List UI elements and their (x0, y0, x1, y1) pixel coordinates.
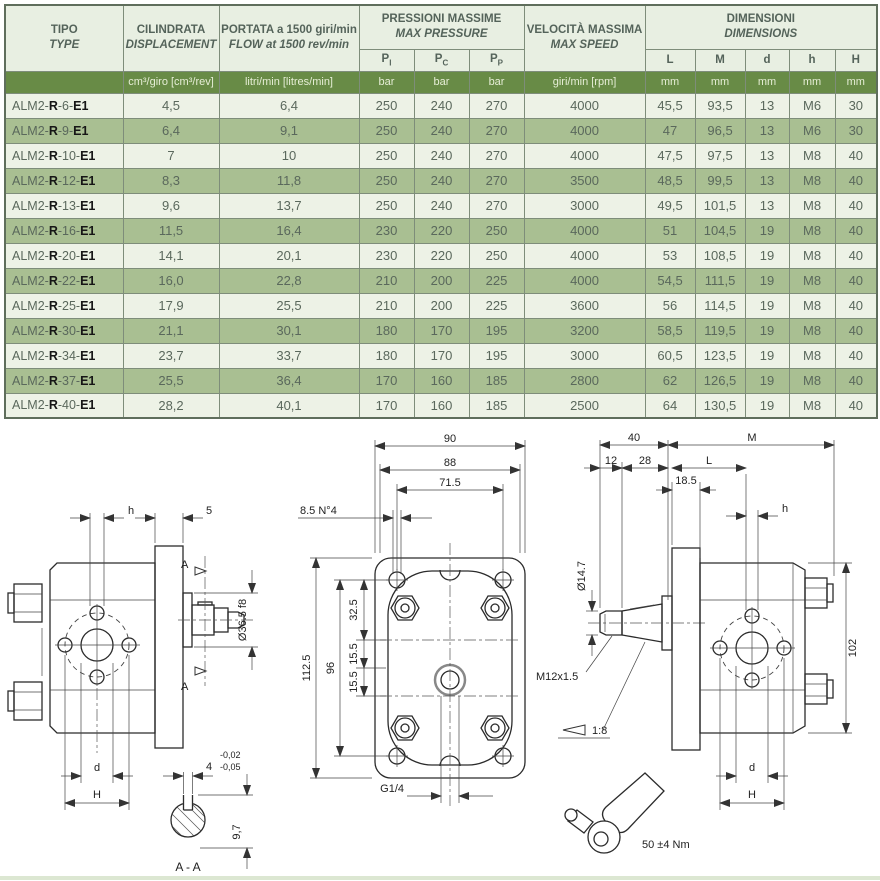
technical-drawings (0, 418, 880, 876)
cell-pp: 185 (469, 393, 524, 418)
cell-flow: 9,1 (219, 118, 359, 143)
dim-label-12: 12 (604, 455, 618, 467)
cell-d: 19 (745, 343, 789, 368)
cell-displacement: 17,9 (123, 293, 219, 318)
cell-H: 40 (835, 143, 877, 168)
cell-pc: 200 (414, 268, 469, 293)
cell-pc: 240 (414, 143, 469, 168)
unit-mm-5: mm (835, 71, 877, 93)
dim-label-g14: G1/4 (380, 783, 404, 795)
cell-L: 62 (645, 368, 695, 393)
cell-h: M8 (789, 343, 835, 368)
dim-label-88: 88 (443, 457, 457, 469)
dim-label-h-left: h (128, 505, 135, 517)
cell-flow: 40,1 (219, 393, 359, 418)
cell-M: 99,5 (695, 168, 745, 193)
cell-displacement: 23,7 (123, 343, 219, 368)
cell-displacement: 25,5 (123, 368, 219, 393)
cell-pp: 270 (469, 118, 524, 143)
cell-p1: 170 (359, 368, 414, 393)
dim-label-H-right: H (748, 789, 756, 801)
cell-M: 126,5 (695, 368, 745, 393)
spec-table-body (5, 93, 877, 418)
cell-flow: 36,4 (219, 368, 359, 393)
cell-speed: 4000 (524, 143, 645, 168)
dim-label-holes: 8.5 N°4 (300, 505, 337, 517)
col-H: H (835, 49, 877, 71)
cell-pp: 250 (469, 218, 524, 243)
cell-d: 13 (745, 193, 789, 218)
dim-label-96: 96 (325, 661, 337, 675)
cell-pc: 240 (414, 168, 469, 193)
wrench-detail (565, 773, 690, 853)
cell-pp: 195 (469, 318, 524, 343)
dim-label-18-5: 18.5 (675, 475, 697, 487)
units-row (5, 71, 877, 93)
cell-pc: 200 (414, 293, 469, 318)
cell-H: 40 (835, 343, 877, 368)
section-label-a-bottom: A (181, 681, 189, 693)
table-row (5, 118, 877, 143)
model-cell: ALM2-R-34-E1 (5, 343, 123, 368)
dim-label-15-5-a: 15.5 (348, 643, 360, 665)
cell-pp: 225 (469, 268, 524, 293)
cell-flow: 22,8 (219, 268, 359, 293)
model-cell: ALM2-R-10-E1 (5, 143, 123, 168)
cell-speed: 4000 (524, 218, 645, 243)
col-header-dimensions: DIMENSIONI DIMENSIONS (645, 5, 877, 49)
table-row (5, 143, 877, 168)
cell-h: M8 (789, 318, 835, 343)
cell-h: M8 (789, 293, 835, 318)
dim-label-102: 102 (847, 638, 859, 658)
dim-label-d-right: d (748, 762, 756, 774)
cell-M: 123,5 (695, 343, 745, 368)
cell-p1: 230 (359, 218, 414, 243)
cell-H: 40 (835, 293, 877, 318)
spec-table-section (4, 4, 876, 419)
table-row (5, 168, 877, 193)
dim-label-112-5: 112.5 (301, 654, 313, 682)
cell-H: 40 (835, 218, 877, 243)
unit-mm-2: mm (695, 71, 745, 93)
col-header-flow: PORTATA a 1500 giri/min FLOW at 1500 rev/min (219, 5, 359, 71)
table-row (5, 218, 877, 243)
unit-mm-3: mm (745, 71, 789, 93)
table-row (5, 243, 877, 268)
cell-speed: 3600 (524, 293, 645, 318)
model-cell: ALM2-R-12-E1 (5, 168, 123, 193)
cell-p1: 170 (359, 393, 414, 418)
col-M: M (695, 49, 745, 71)
col-p1: $P_I$ (359, 49, 414, 71)
cell-flow: 13,7 (219, 193, 359, 218)
model-cell: ALM2-R-16-E1 (5, 218, 123, 243)
col-L: L (645, 49, 695, 71)
cell-p1: 210 (359, 293, 414, 318)
cell-M: 130,5 (695, 393, 745, 418)
cell-M: 104,5 (695, 218, 745, 243)
cell-d: 13 (745, 143, 789, 168)
cell-L: 47 (645, 118, 695, 143)
cell-p1: 250 (359, 143, 414, 168)
cell-p1: 250 (359, 168, 414, 193)
cell-speed: 4000 (524, 93, 645, 118)
cell-pc: 160 (414, 393, 469, 418)
cell-flow: 33,7 (219, 343, 359, 368)
model-cell: ALM2-R-20-E1 (5, 243, 123, 268)
dim-label-shaft-dia-left: Ø36.5 f8 (237, 598, 249, 642)
wrench-eye-icon (588, 821, 620, 853)
cell-d: 19 (745, 368, 789, 393)
dim-label-M: M (747, 432, 757, 444)
table-row (5, 343, 877, 368)
cell-p1: 180 (359, 318, 414, 343)
cell-L: 54,5 (645, 268, 695, 293)
model-cell: ALM2-R-9-E1 (5, 118, 123, 143)
cell-d: 19 (745, 268, 789, 293)
cell-pc: 220 (414, 218, 469, 243)
cell-speed: 4000 (524, 243, 645, 268)
unit-bar-2: bar (414, 71, 469, 93)
col-pp: $P_P$ (469, 49, 524, 71)
section-aa-title: A - A (175, 860, 201, 874)
cell-M: 119,5 (695, 318, 745, 343)
dim-label-90: 90 (443, 433, 457, 445)
cell-H: 40 (835, 368, 877, 393)
model-cell: ALM2-R-22-E1 (5, 268, 123, 293)
dim-label-taper: 1:8 (592, 725, 608, 737)
col-d: d (745, 49, 789, 71)
cell-pp: 270 (469, 143, 524, 168)
cell-M: 111,5 (695, 268, 745, 293)
model-cell: ALM2-R-30-E1 (5, 318, 123, 343)
cell-speed: 2800 (524, 368, 645, 393)
cell-flow: 6,4 (219, 93, 359, 118)
dim-label-71-5: 71.5 (439, 477, 461, 489)
cell-H: 40 (835, 243, 877, 268)
cell-p1: 180 (359, 343, 414, 368)
cell-L: 53 (645, 243, 695, 268)
col-header-displacement: CILINDRATA DISPLACEMENT (123, 5, 219, 71)
cell-flow: 10 (219, 143, 359, 168)
unit-mm-1: mm (645, 71, 695, 93)
cell-displacement: 28,2 (123, 393, 219, 418)
cell-pc: 240 (414, 118, 469, 143)
cell-h: M8 (789, 218, 835, 243)
cell-H: 40 (835, 268, 877, 293)
cell-displacement: 6,4 (123, 118, 219, 143)
table-row (5, 268, 877, 293)
dim-label-thread: M12x1.5 (536, 671, 579, 683)
cell-p1: 250 (359, 193, 414, 218)
right-view (536, 432, 859, 810)
cell-flow: 25,5 (219, 293, 359, 318)
col-pc: $P_C$ (414, 49, 469, 71)
dim-label-key-width: 4 (206, 761, 213, 773)
unit-speed: giri/min [rpm] (524, 71, 645, 93)
table-row (5, 293, 877, 318)
cell-d: 19 (745, 318, 789, 343)
cell-speed: 4000 (524, 118, 645, 143)
cell-p1: 230 (359, 243, 414, 268)
cell-d: 13 (745, 93, 789, 118)
cell-speed: 2500 (524, 393, 645, 418)
cell-L: 51 (645, 218, 695, 243)
section-aa-view (163, 750, 253, 874)
cell-h: M8 (789, 368, 835, 393)
cell-p1: 210 (359, 268, 414, 293)
col-header-pressure: PRESSIONI MASSIME MAX PRESSURE (359, 5, 524, 49)
cell-pp: 250 (469, 243, 524, 268)
cell-pc: 240 (414, 93, 469, 118)
dim-label-key-tol-top: -0,02 (220, 750, 241, 760)
cell-L: 45,5 (645, 93, 695, 118)
cell-h: M8 (789, 268, 835, 293)
cell-pp: 225 (469, 293, 524, 318)
unit-mm-4: mm (789, 71, 835, 93)
table-row (5, 368, 877, 393)
cell-M: 93,5 (695, 93, 745, 118)
cell-M: 97,5 (695, 143, 745, 168)
cell-H: 30 (835, 118, 877, 143)
dim-label-L: L (705, 455, 713, 467)
dim-label-key-depth: 9,7 (231, 824, 243, 840)
table-row (5, 393, 877, 418)
dim-label-32-5: 32.5 (348, 599, 360, 621)
cell-pc: 170 (414, 318, 469, 343)
cell-displacement: 11,5 (123, 218, 219, 243)
cell-speed: 3000 (524, 343, 645, 368)
dim-label-28: 28 (638, 455, 652, 467)
col-header-speed: VELOCITÀ MASSIMA MAX SPEED (524, 5, 645, 71)
col-h: h (789, 49, 835, 71)
section-divider (0, 876, 880, 880)
cell-pp: 195 (469, 343, 524, 368)
cell-displacement: 14,1 (123, 243, 219, 268)
cell-displacement: 16,0 (123, 268, 219, 293)
dim-label-5: 5 (206, 505, 213, 517)
cell-flow: 16,4 (219, 218, 359, 243)
cell-L: 49,5 (645, 193, 695, 218)
cell-pc: 220 (414, 243, 469, 268)
cell-speed: 3200 (524, 318, 645, 343)
cell-H: 40 (835, 168, 877, 193)
cell-H: 40 (835, 318, 877, 343)
pump-drawing-svg (0, 418, 880, 876)
cell-d: 19 (745, 293, 789, 318)
dim-label-d-left: d (93, 762, 101, 774)
table-row (5, 193, 877, 218)
torque-label: 50 ±4 Nm (642, 839, 690, 851)
table-row (5, 93, 877, 118)
unit-displacement: cm³/giro [cm³/rev] (123, 71, 219, 93)
cell-displacement: 8,3 (123, 168, 219, 193)
cell-flow: 20,1 (219, 243, 359, 268)
cell-pp: 270 (469, 93, 524, 118)
cell-H: 40 (835, 193, 877, 218)
cell-H: 30 (835, 93, 877, 118)
cell-displacement: 4,5 (123, 93, 219, 118)
cell-displacement: 21,1 (123, 318, 219, 343)
cell-p1: 250 (359, 118, 414, 143)
cell-pp: 270 (469, 193, 524, 218)
cell-h: M6 (789, 93, 835, 118)
cell-h: M8 (789, 393, 835, 418)
cell-displacement: 9,6 (123, 193, 219, 218)
front-view (298, 433, 525, 806)
model-cell: ALM2-R-13-E1 (5, 193, 123, 218)
model-cell: ALM2-R-25-E1 (5, 293, 123, 318)
cell-flow: 30,1 (219, 318, 359, 343)
cell-d: 13 (745, 118, 789, 143)
cell-d: 19 (745, 218, 789, 243)
model-cell: ALM2-R-6-E1 (5, 93, 123, 118)
cell-M: 96,5 (695, 118, 745, 143)
cell-h: M8 (789, 143, 835, 168)
cell-h: M8 (789, 193, 835, 218)
dim-label-h-right: h (782, 503, 789, 515)
cell-h: M8 (789, 243, 835, 268)
cell-speed: 4000 (524, 268, 645, 293)
model-cell: ALM2-R-37-E1 (5, 368, 123, 393)
cell-L: 56 (645, 293, 695, 318)
dim-label-H-left: H (93, 789, 101, 801)
cell-pc: 170 (414, 343, 469, 368)
cell-p1: 250 (359, 93, 414, 118)
cell-L: 58,5 (645, 318, 695, 343)
cell-M: 108,5 (695, 243, 745, 268)
dim-label-15-5-b: 15.5 (348, 671, 360, 693)
unit-bar-1: bar (359, 71, 414, 93)
unit-empty (5, 71, 123, 93)
col-header-type: TIPO TYPE (5, 5, 123, 71)
cell-flow: 11,8 (219, 168, 359, 193)
unit-bar-3: bar (469, 71, 524, 93)
cell-M: 114,5 (695, 293, 745, 318)
cell-M: 101,5 (695, 193, 745, 218)
section-label-a-top: A (181, 559, 189, 571)
cell-pc: 160 (414, 368, 469, 393)
cell-pc: 240 (414, 193, 469, 218)
dim-label-key-tol-bot: -0,05 (220, 762, 241, 772)
cell-h: M8 (789, 168, 835, 193)
cell-d: 19 (745, 393, 789, 418)
cell-d: 13 (745, 168, 789, 193)
unit-flow: litri/min [litres/min] (219, 71, 359, 93)
cell-H: 40 (835, 393, 877, 418)
table-row (5, 318, 877, 343)
cell-h: M6 (789, 118, 835, 143)
cell-d: 19 (745, 243, 789, 268)
cell-L: 47,5 (645, 143, 695, 168)
cell-speed: 3000 (524, 193, 645, 218)
spec-table (4, 4, 878, 419)
cell-L: 64 (645, 393, 695, 418)
dim-label-40: 40 (627, 432, 641, 444)
dim-label-14-7: Ø14.7 (576, 561, 588, 591)
cell-pp: 270 (469, 168, 524, 193)
model-cell: ALM2-R-40-E1 (5, 393, 123, 418)
cell-displacement: 7 (123, 143, 219, 168)
cell-L: 48,5 (645, 168, 695, 193)
cell-speed: 3500 (524, 168, 645, 193)
cell-L: 60,5 (645, 343, 695, 368)
cell-pp: 185 (469, 368, 524, 393)
